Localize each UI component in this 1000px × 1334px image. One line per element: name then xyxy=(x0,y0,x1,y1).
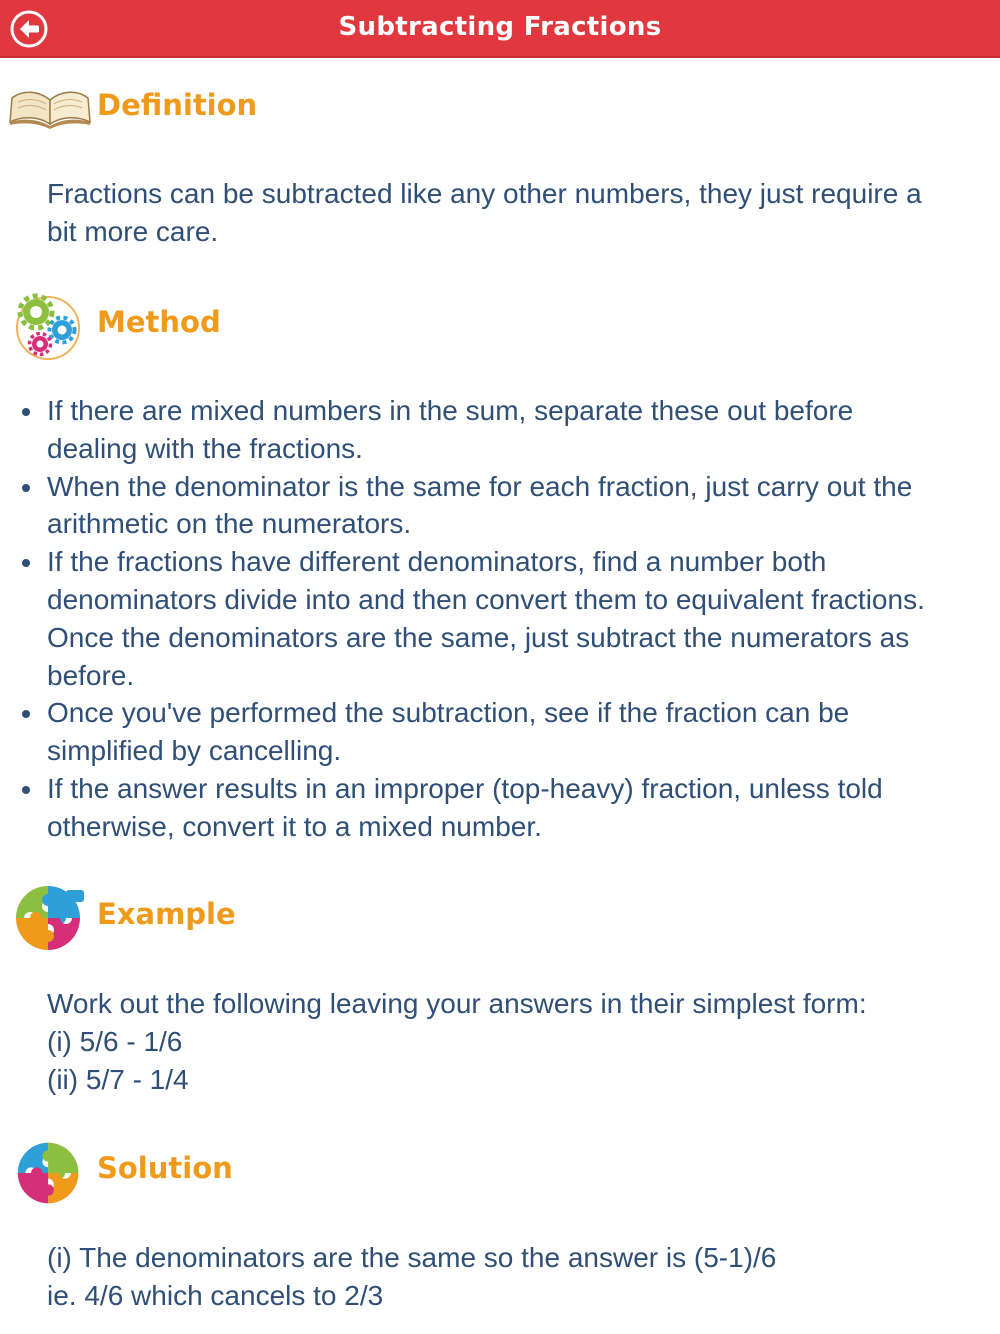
puzzle-icon xyxy=(12,882,88,954)
list-item-line: denominators divide into and then convert them to equivalent fractions. xyxy=(47,583,925,615)
method-title: Method xyxy=(97,305,221,339)
list-item-line: arithmetic on the numerators. xyxy=(47,508,412,540)
list-item xyxy=(47,543,992,694)
list-item-line: before. xyxy=(47,659,135,691)
method-list xyxy=(47,392,992,846)
example-text xyxy=(47,985,977,1099)
list-item-line: If the answer results in an improper (top-heavy) fraction, unless told xyxy=(47,772,883,804)
example-title: Example xyxy=(97,897,236,931)
list-item-line: If the fractions have different denominators, find a number both xyxy=(47,546,827,578)
method-heading xyxy=(0,288,1000,368)
list-item xyxy=(47,770,992,846)
list-item-line: otherwise, convert it to a mixed number. xyxy=(47,810,542,842)
example-line: (ii) 5/7 - 1/4 xyxy=(47,1064,189,1095)
definition-title: Definition xyxy=(97,88,258,122)
list-item-line: If there are mixed numbers in the sum, separate these out before xyxy=(47,395,854,426)
definition-heading xyxy=(0,70,1000,150)
puzzle-icon xyxy=(14,1138,86,1208)
list-item xyxy=(47,694,992,770)
list-item xyxy=(47,468,992,544)
solution-heading xyxy=(0,1134,1000,1214)
example-line: Work out the following leaving your answers in their simplest form: xyxy=(47,988,867,1019)
list-item-line: dealing with the fractions. xyxy=(47,432,363,464)
definition-text xyxy=(47,175,977,251)
open-book-icon xyxy=(8,86,92,130)
top-bar xyxy=(0,0,1000,58)
definition-line: bit more care. xyxy=(47,216,219,247)
page-title: Subtracting Fractions xyxy=(338,12,662,42)
list-item-line: Once you've performed the subtraction, see if the fraction can be xyxy=(47,697,850,729)
solution-text xyxy=(47,1239,977,1315)
gears-icon xyxy=(14,290,84,362)
list-item-line: simplified by cancelling. xyxy=(47,735,342,767)
example-line: (i) 5/6 - 1/6 xyxy=(47,1026,183,1057)
example-heading xyxy=(0,880,1000,960)
solution-line: ie. 4/6 which cancels to 2/3 xyxy=(47,1280,384,1311)
list-item-line: When the denominator is the same for each fraction, just carry out the xyxy=(47,470,913,502)
list-item xyxy=(47,392,992,468)
solution-title: Solution xyxy=(97,1151,233,1185)
list-item-line: Once the denominators are the same, just subtract the numerators as xyxy=(47,621,910,653)
solution-line: (i) The denominators are the same so the answer is (5-1)/6 xyxy=(47,1242,777,1273)
definition-line: Fractions can be subtracted like any other numbers, they just require a xyxy=(47,178,922,209)
